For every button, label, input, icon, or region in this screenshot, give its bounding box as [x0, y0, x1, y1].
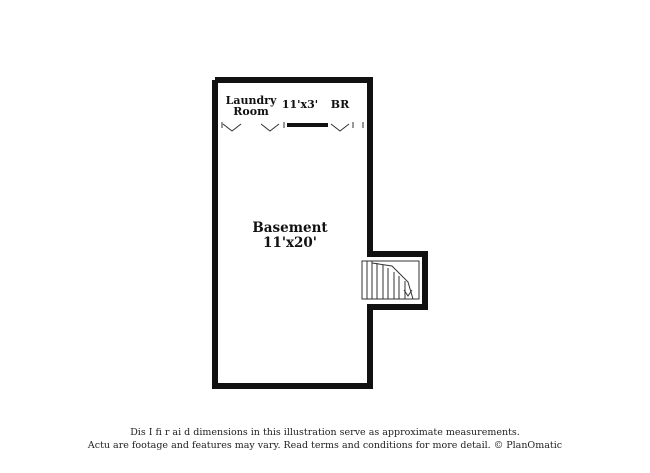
stairs	[362, 261, 419, 299]
door-swing-laundry-right	[261, 124, 279, 131]
door-swing-br	[331, 124, 349, 131]
laundry-room-label-line1: Laundry	[225, 94, 277, 107]
door-swing-laundry-left	[223, 124, 241, 131]
disclaimer-line-2: Actu are footage and features may vary. Read terms and conditions for more detail. © PlanOmatic	[87, 440, 563, 451]
basement-name-label: Basement	[252, 220, 328, 236]
disclaimer-line-1: Dis I fi r ai d dimensions in this illustration serve as approximate measurements.	[130, 427, 520, 438]
basement-dimensions-label: 11'x20'	[263, 235, 317, 251]
closet-dimensions-label: 11'x3'	[281, 98, 319, 111]
laundry-room-label-line2: Room	[233, 105, 269, 118]
br-label: BR	[330, 98, 350, 111]
